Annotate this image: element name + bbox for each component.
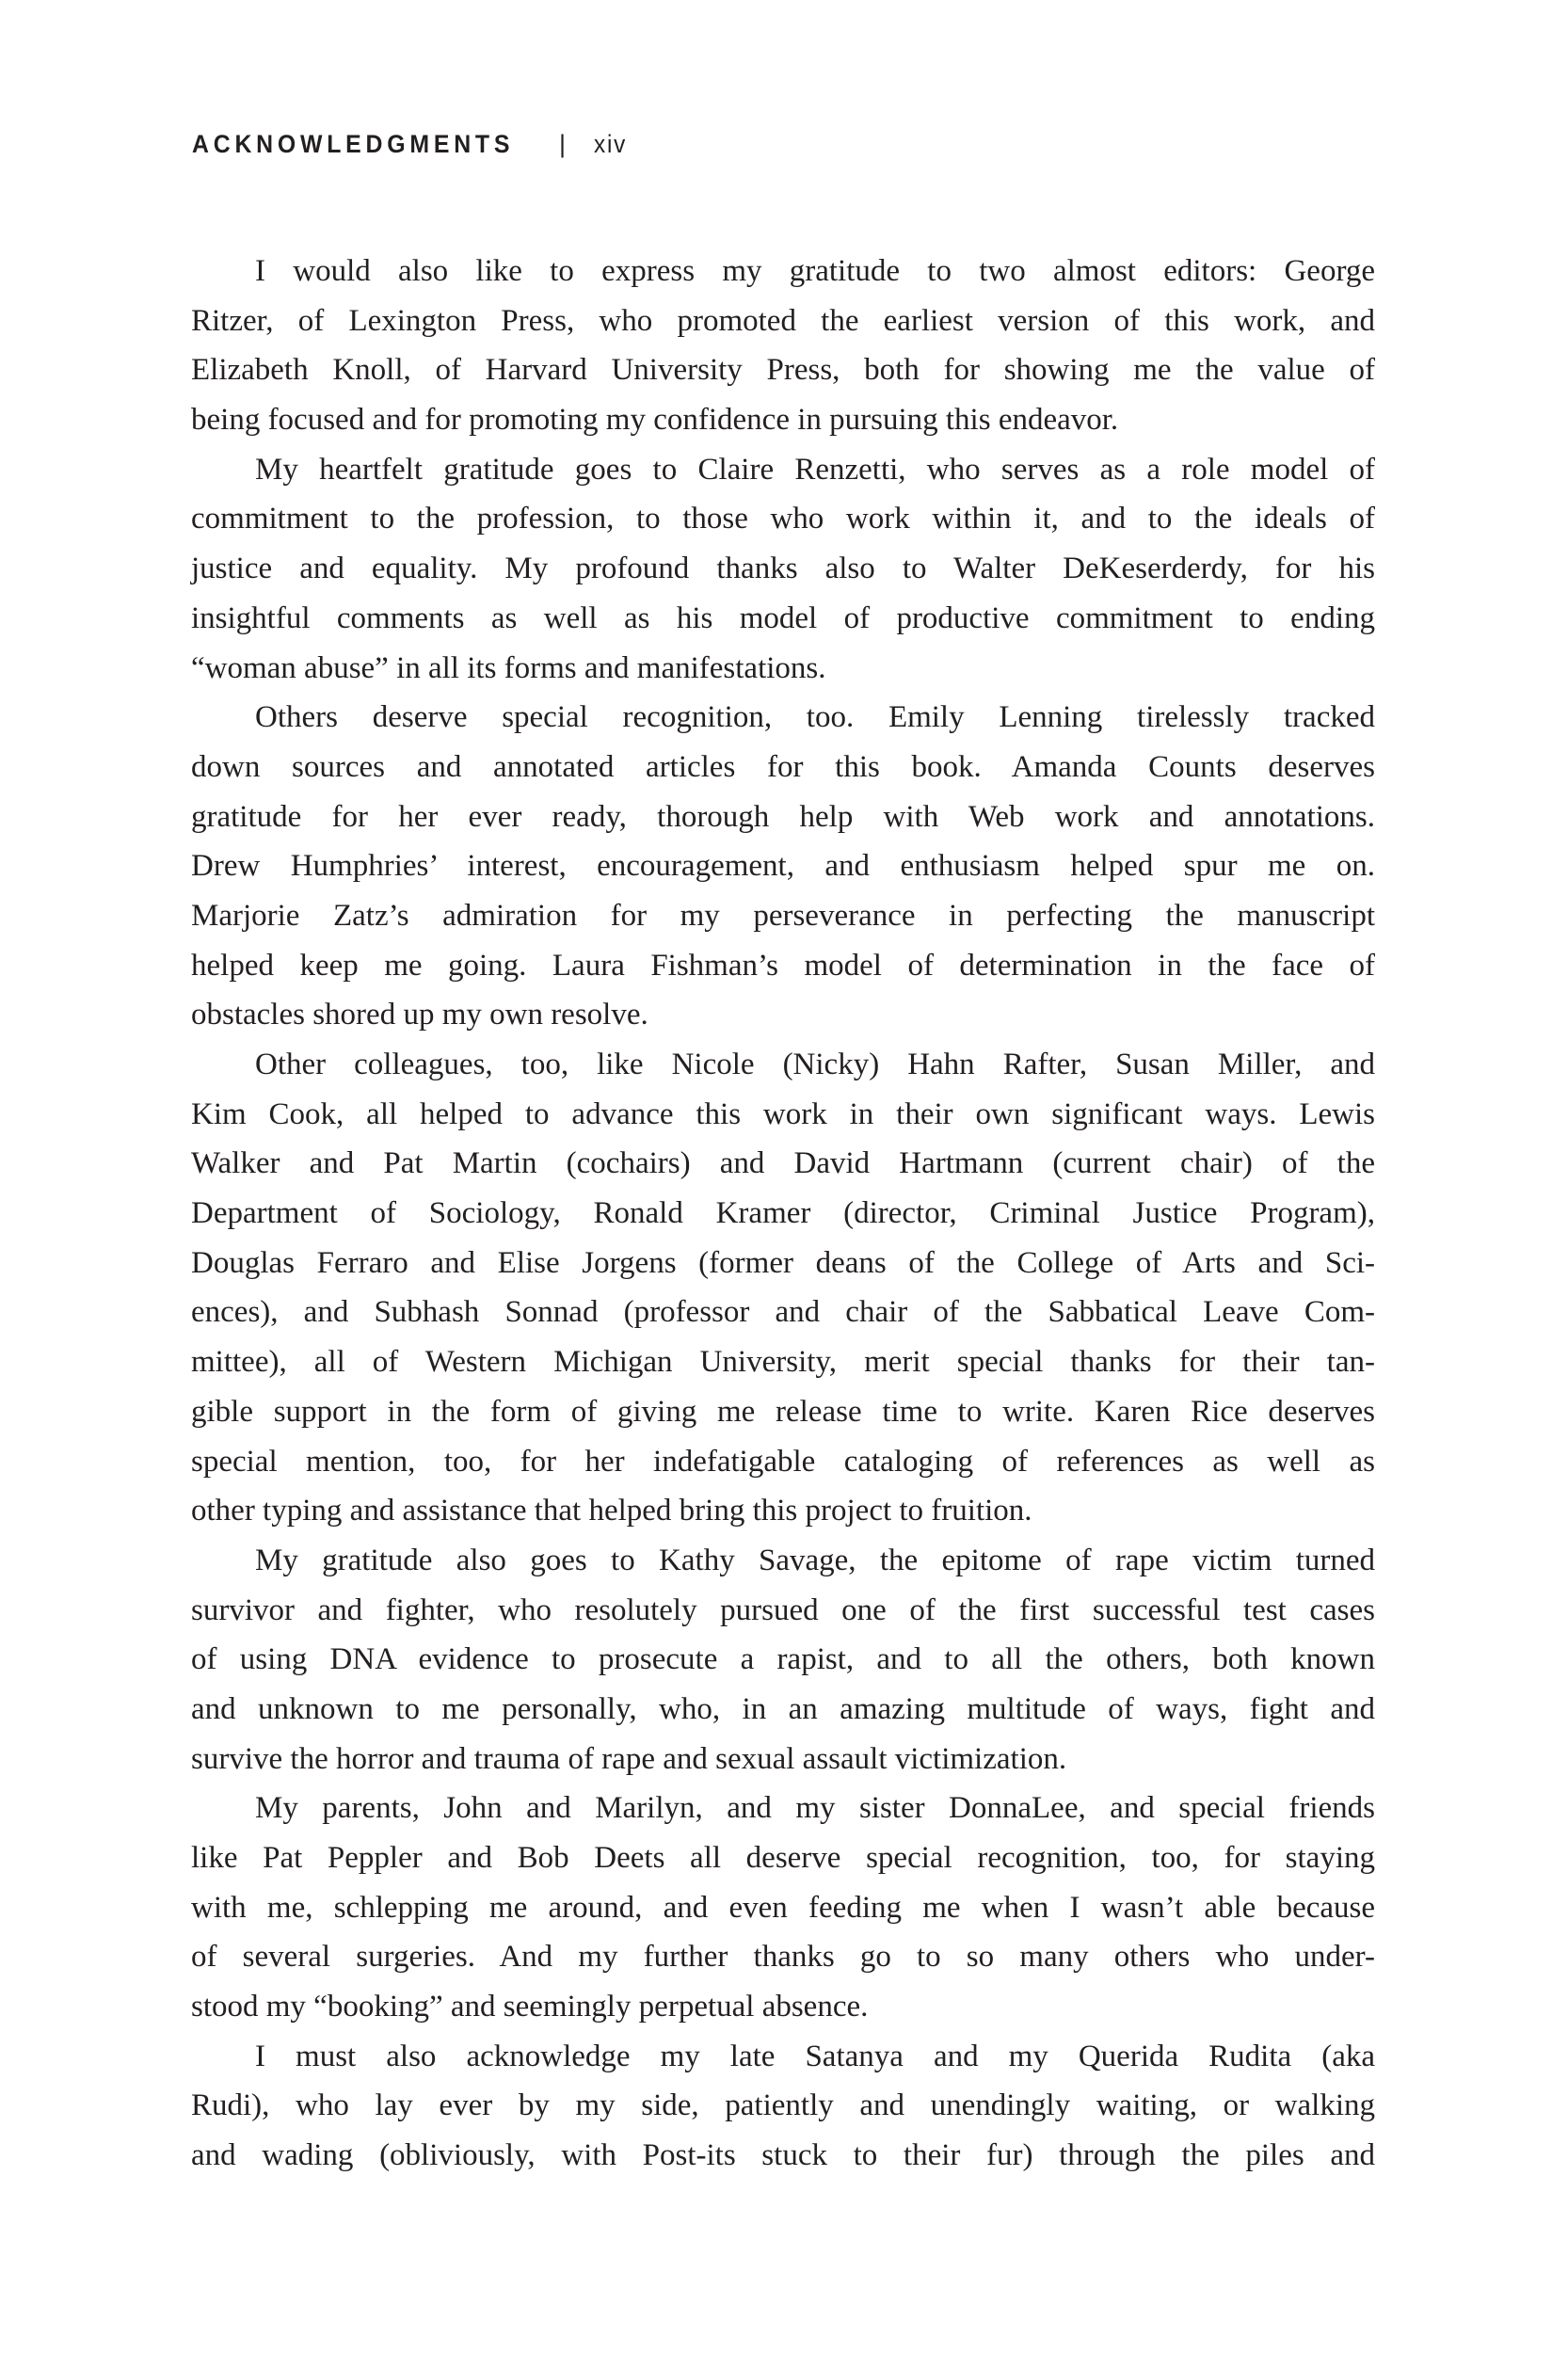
- text-line: commitment to the profession, to those who work within it, and to the ideals of: [191, 502, 1375, 536]
- running-head: [192, 130, 631, 168]
- text-line: Ritzer, of Lexington Press, who promoted the earliest version of this work, and: [191, 303, 1375, 338]
- text-line: My gratitude also goes to Kathy Savage, the epitome of rape victim turned: [255, 1543, 1375, 1577]
- text-line: helped keep me going. Laura Fishman’s model of determination in the face of: [191, 948, 1375, 983]
- paragraph: [191, 2032, 1375, 2181]
- text-line: special mention, too, for her indefatigable cataloging of references as well as: [191, 1444, 1375, 1479]
- text-line: I would also like to express my gratitude to two almost editors: George: [255, 254, 1375, 288]
- text-line: Other colleagues, too, like Nicole (Nicky) Hahn Rafter, Susan Miller, and: [255, 1048, 1375, 1081]
- paragraph: [191, 1784, 1375, 2031]
- text-line: insightful comments as well as his model of productive commitment to ending: [191, 600, 1375, 635]
- text-line: Drew Humphries’ interest, encouragement, and enthusiasm helped spur me on.: [191, 849, 1375, 884]
- running-head-separator: |: [558, 130, 566, 158]
- text-line: obstacles shored up my own resolve.: [191, 998, 648, 1032]
- paragraph: [191, 1040, 1375, 1536]
- text-line: Department of Sociology, Ronald Kramer (director, Criminal Justice Program),: [191, 1196, 1375, 1231]
- text-line: Others deserve special recognition, too. Emily Lenning tirelessly tracked: [255, 700, 1375, 735]
- text-line: My parents, John and Marilyn, and my sister DonnaLee, and special friends: [255, 1791, 1375, 1826]
- text-line: Walker and Pat Martin (cochairs) and David Hartmann (current chair) of the: [191, 1146, 1375, 1181]
- text-line: being focused and for promoting my confidence in pursuing this endeavor.: [191, 403, 1119, 438]
- text-line: and wading (obliviously, with Post-its stuck to their fur) through the piles and: [191, 2138, 1375, 2173]
- text-line: ences), and Subhash Sonnad (professor and chair of the Sabbatical Leave Com-: [191, 1295, 1375, 1330]
- text-line: Elizabeth Knoll, of Harvard University Press, both for showing me the value of: [191, 353, 1375, 388]
- text-line: My heartfelt gratitude goes to Claire Renzetti, who serves as a role model of: [255, 452, 1375, 487]
- paragraph: [191, 693, 1375, 1040]
- text-line: mittee), all of Western Michigan University, merit special thanks for their tan-: [191, 1345, 1375, 1380]
- text-line: “woman abuse” in all its forms and manifestations.: [191, 650, 826, 685]
- text-line: and unknown to me personally, who, in an amazing multitude of ways, fight and: [191, 1691, 1375, 1726]
- text-line: survivor and fighter, who resolutely pursued one of the first successful test cases: [191, 1592, 1375, 1627]
- text-line: I must also acknowledge my late Satanya and my Querida Rudita (aka: [255, 2039, 1375, 2073]
- text-line: gratitude for her ever ready, thorough help with Web work and annotations.: [191, 799, 1375, 834]
- paragraph: [191, 445, 1375, 693]
- page-number: xiv: [594, 130, 628, 158]
- text-line: other typing and assistance that helped bring this project to fruition.: [191, 1494, 1032, 1528]
- text-line: with me, schlepping me around, and even feeding me when I wasn’t able because: [191, 1890, 1375, 1925]
- text-line: stood my “booking” and seemingly perpetual absence.: [191, 1990, 869, 2024]
- paragraph: [191, 1536, 1375, 1784]
- text-line: Marjorie Zatz’s admiration for my perseverance in perfecting the manuscript: [191, 898, 1375, 933]
- text-line: Douglas Ferraro and Elise Jorgens (former deans of the College of Arts and Sci-: [191, 1245, 1375, 1280]
- text-line: like Pat Peppler and Bob Deets all deserve special recognition, too, for staying: [191, 1841, 1375, 1875]
- text-line: Kim Cook, all helped to advance this work in their own significant ways. Lewis: [191, 1096, 1375, 1131]
- text-line: Rudi), who lay ever by my side, patiently and unendingly waiting, or walking: [191, 2088, 1375, 2123]
- paragraph: [191, 247, 1375, 445]
- body-text: [191, 247, 1375, 2181]
- text-line: survive the horror and trauma of rape and sexual assault victimization.: [191, 1741, 1067, 1776]
- text-line: of several surgeries. And my further thanks go to so many others who under-: [191, 1940, 1375, 1975]
- text-line: of using DNA evidence to prosecute a rapist, and to all the others, both known: [191, 1642, 1375, 1677]
- text-line: gible support in the form of giving me release time to write. Karen Rice deserves: [191, 1394, 1375, 1429]
- running-head-title: ACKNOWLEDGMENTS: [192, 130, 515, 158]
- text-line: down sources and annotated articles for this book. Amanda Counts deserves: [191, 749, 1375, 784]
- text-line: justice and equality. My profound thanks also to Walter DeKeserderdy, for his: [191, 552, 1375, 586]
